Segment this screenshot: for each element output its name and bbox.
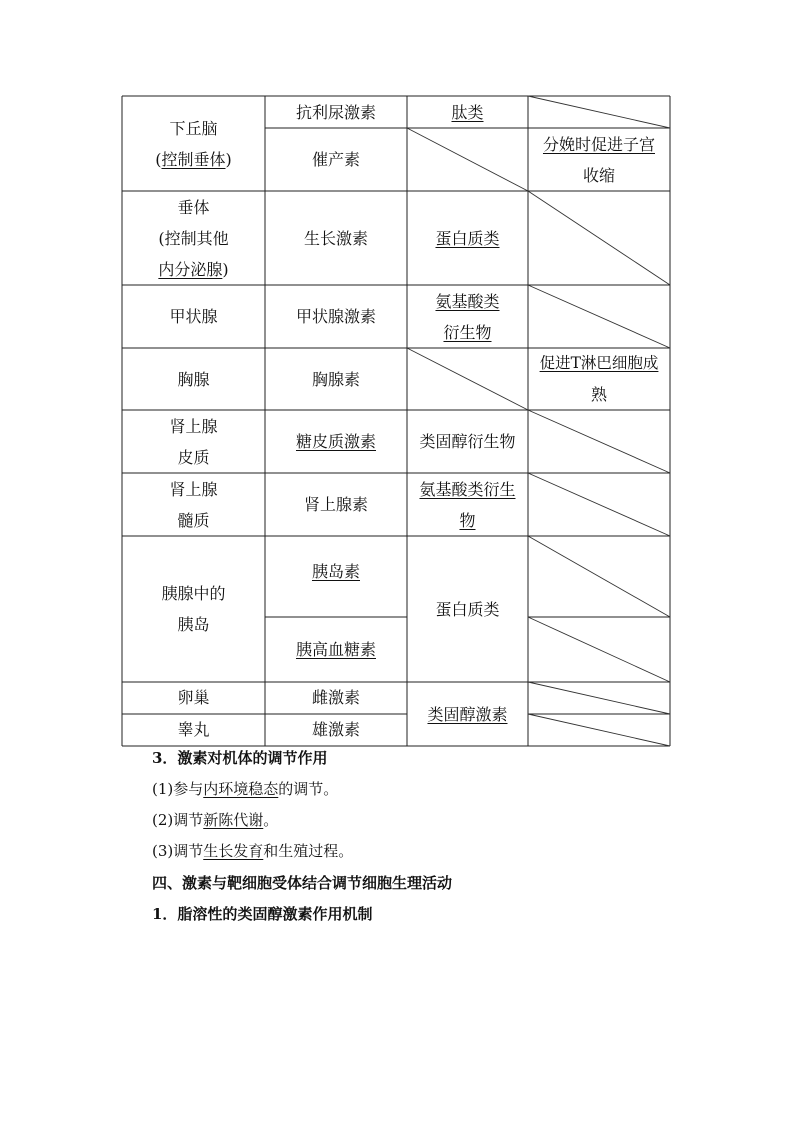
hormone-adrenaline: 肾上腺素: [303, 495, 368, 514]
gland-hypothalamus: [122, 96, 265, 191]
gland-ovary: 卵巢: [177, 688, 210, 707]
gland-pancreatic-islet: 胰腺中的 胰岛: [161, 584, 226, 634]
gland-note: (控制垂体): [155, 149, 232, 169]
empty-cell-slash: [407, 348, 528, 410]
hormone-androgen: 雄激素: [311, 720, 360, 739]
section3-item2: (2)调节新陈代谢。: [152, 811, 279, 829]
section4-sub1: 1．脂溶性的类固醇激素作用机制: [152, 905, 373, 923]
hormone-glucagon: 胰高血糖素: [295, 640, 376, 659]
section3-item3: (3)调节生长发育和生殖过程。: [152, 842, 354, 860]
empty-cell-slash: [528, 536, 670, 617]
hormone-thymosin: 胸腺素: [311, 369, 360, 389]
type-amino-derivative: 氨基酸类 衍生物: [435, 291, 500, 342]
hormone-insulin: 胰岛素: [311, 562, 360, 581]
function-thymosin: 促进T淋巴细胞成 熟: [539, 354, 659, 404]
gland-adrenal-cortex: 肾上腺 皮质: [169, 416, 218, 467]
section3-heading: 3．激素对机体的调节作用: [152, 749, 328, 767]
gland-thyroid: 甲状腺: [169, 307, 218, 326]
hormone-oxytocin: 催产素: [311, 150, 360, 169]
section4-heading: 四、激素与靶细胞受体结合调节细胞生理活动: [152, 874, 453, 892]
empty-cell-slash: [528, 191, 670, 285]
hormone-thyroid: 甲状腺激素: [295, 307, 376, 326]
type-steroid-hormone: 类固醇激素: [427, 704, 508, 724]
type-amino-derivative-2: 氨基酸类衍生 物: [419, 479, 516, 530]
gland-adrenal-medulla: 肾上腺 髓质: [169, 479, 218, 530]
type-protein-2: 蛋白质类: [435, 599, 500, 619]
empty-cell-slash: [528, 617, 670, 682]
gland-pituitary: 垂体 (控制其他 内分泌腺): [122, 191, 265, 285]
empty-cell-slash: [528, 285, 670, 348]
gland-note: 内分泌腺): [158, 259, 229, 279]
type-peptide: 肽类: [451, 102, 484, 122]
gland-label: 下丘脑: [169, 118, 218, 138]
function-oxytocin: 分娩时促进子宫 收缩: [542, 134, 655, 185]
hormone-glucocorticoid: 糖皮质激素: [295, 432, 376, 451]
type-protein: 蛋白质类: [435, 228, 500, 248]
empty-cell-slash: [528, 714, 670, 746]
type-steroid-derivative: 类固醇衍生物: [419, 432, 516, 451]
section3-item1: (1)参与内环境稳态的调节。: [152, 780, 339, 798]
empty-cell-slash: [528, 96, 670, 128]
empty-cell-slash: [407, 128, 528, 191]
gland-testis: 睾丸: [177, 720, 210, 739]
hormone-antidiuretic: 抗利尿激素: [295, 102, 376, 122]
hormone-estrogen: 雌激素: [311, 688, 360, 707]
hormone-growth: 生长激素: [303, 228, 368, 248]
empty-cell-slash: [528, 410, 670, 473]
gland-thymus: 胸腺: [177, 369, 210, 389]
empty-cell-slash: [528, 682, 670, 714]
empty-cell-slash: [528, 473, 670, 536]
